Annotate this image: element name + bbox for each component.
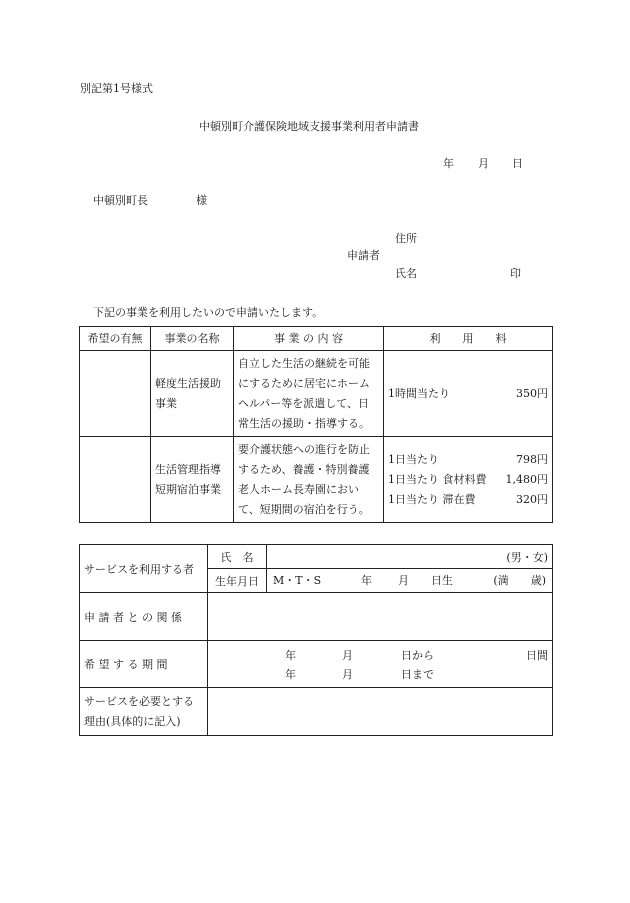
days-label: 日間 xyxy=(526,649,548,662)
applicant-address-label: 住所 xyxy=(395,232,417,245)
fee-amount: 350円 xyxy=(516,386,548,400)
dob-month-label: 月 xyxy=(398,573,409,587)
service-content-line: 老人ホーム長寿園におい xyxy=(238,482,359,496)
to-month-label: 月 xyxy=(342,668,353,681)
service-content-line: するため、養護・特別養護 xyxy=(238,462,370,476)
gender-options[interactable]: (男・女) xyxy=(506,550,548,564)
applicant-label: 申請者 xyxy=(347,249,380,262)
user-info-table xyxy=(79,544,553,736)
applicant-name-label: 氏名 xyxy=(395,267,417,280)
header-fee: 利 用 料 xyxy=(384,327,553,351)
service-content-line: 要介護状態への進行を防止 xyxy=(238,442,370,456)
to-year-label: 年 xyxy=(285,668,296,681)
fee-amount: 1,480円 xyxy=(505,472,548,486)
seal-mark: 印 xyxy=(510,267,521,280)
service-content-line: 自立した生活の継続を可能 xyxy=(238,356,370,370)
service-name-line: 事業 xyxy=(155,396,177,410)
reason-label-line: 理由(具体的に記入) xyxy=(84,714,181,728)
date-day-label: 日 xyxy=(512,157,523,170)
fee-line xyxy=(388,450,548,470)
period-label: 希 望 す る 期 間 xyxy=(80,641,208,688)
relation-label: 申 請 者 と の 関 係 xyxy=(80,593,208,641)
dob-day-label: 日生 xyxy=(431,573,453,587)
period-row xyxy=(80,641,553,688)
fee-amount: 320円 xyxy=(516,492,548,506)
era-options[interactable]: M・T・S xyxy=(273,573,322,587)
service-name-cell xyxy=(151,437,234,523)
service-content-cell xyxy=(234,351,384,437)
fee-line xyxy=(388,470,548,490)
form-number: 別記第1号様式 xyxy=(80,82,153,95)
age-field: (満 歳) xyxy=(493,573,546,587)
header-service-name: 事業の名称 xyxy=(151,327,234,351)
dob-year-label: 年 xyxy=(361,573,372,587)
desired-cell[interactable] xyxy=(80,437,151,523)
relation-field[interactable] xyxy=(208,593,553,641)
services-table-header-row xyxy=(80,327,553,351)
desired-cell[interactable] xyxy=(80,351,151,437)
document-title: 中頓別町介護保険地域支援事業利用者申請書 xyxy=(199,120,419,133)
header-service-content: 事 業 の 内 容 xyxy=(234,327,384,351)
service-content-line: にするために居宅にホーム xyxy=(238,376,370,390)
from-month-label: 月 xyxy=(342,649,353,662)
service-content-line: ヘルパー等を派遣して、日 xyxy=(238,396,370,410)
addressee-name: 中頓別町長 xyxy=(93,194,148,207)
service-content-cell xyxy=(234,437,384,523)
user-name-field[interactable] xyxy=(267,545,553,569)
fee-label: 1日当たり 滞在費 xyxy=(388,492,476,506)
reason-field[interactable] xyxy=(208,688,553,736)
reason-label xyxy=(80,688,208,736)
dob-field[interactable] xyxy=(267,569,553,593)
from-year-label: 年 xyxy=(285,649,296,662)
date-month-label: 月 xyxy=(478,157,489,170)
fee-cell xyxy=(384,437,553,523)
service-name-line: 生活管理指導 xyxy=(155,462,221,476)
user-name-row xyxy=(80,545,553,569)
fee-label: 1日当たり 食材料費 xyxy=(388,472,487,486)
header-desired: 希望の有無 xyxy=(80,327,151,351)
table-row xyxy=(80,437,553,523)
date-year-label: 年 xyxy=(443,157,454,170)
fee-amount: 798円 xyxy=(516,452,548,466)
service-content-line: 常生活の援助・指導する。 xyxy=(238,416,370,430)
request-statement: 下記の事業を利用したいので申請いたします。 xyxy=(93,306,324,319)
service-user-label: サービスを利用する者 xyxy=(80,545,208,593)
fee-label: 1時間当たり xyxy=(388,386,450,400)
service-content-line: て、短期間の宿泊を行う。 xyxy=(238,502,370,516)
reason-row xyxy=(80,688,553,736)
service-name-line: 軽度生活援助 xyxy=(155,376,221,390)
addressee-honorific: 様 xyxy=(196,194,207,207)
relation-row xyxy=(80,593,553,641)
fee-line xyxy=(388,384,548,404)
fee-cell xyxy=(384,351,553,437)
dob-label: 生年月日 xyxy=(208,569,267,593)
from-day-label: 日から xyxy=(401,649,434,662)
period-field[interactable] xyxy=(208,641,553,688)
fee-label: 1日当たり xyxy=(388,452,439,466)
service-name-cell xyxy=(151,351,234,437)
reason-label-line: サービスを必要とする xyxy=(84,694,194,708)
fee-line xyxy=(388,490,548,510)
service-name-line: 短期宿泊事業 xyxy=(155,482,221,496)
name-label: 氏 名 xyxy=(208,545,267,569)
table-row xyxy=(80,351,553,437)
to-day-label: 日まで xyxy=(401,668,434,681)
services-table xyxy=(79,326,553,523)
